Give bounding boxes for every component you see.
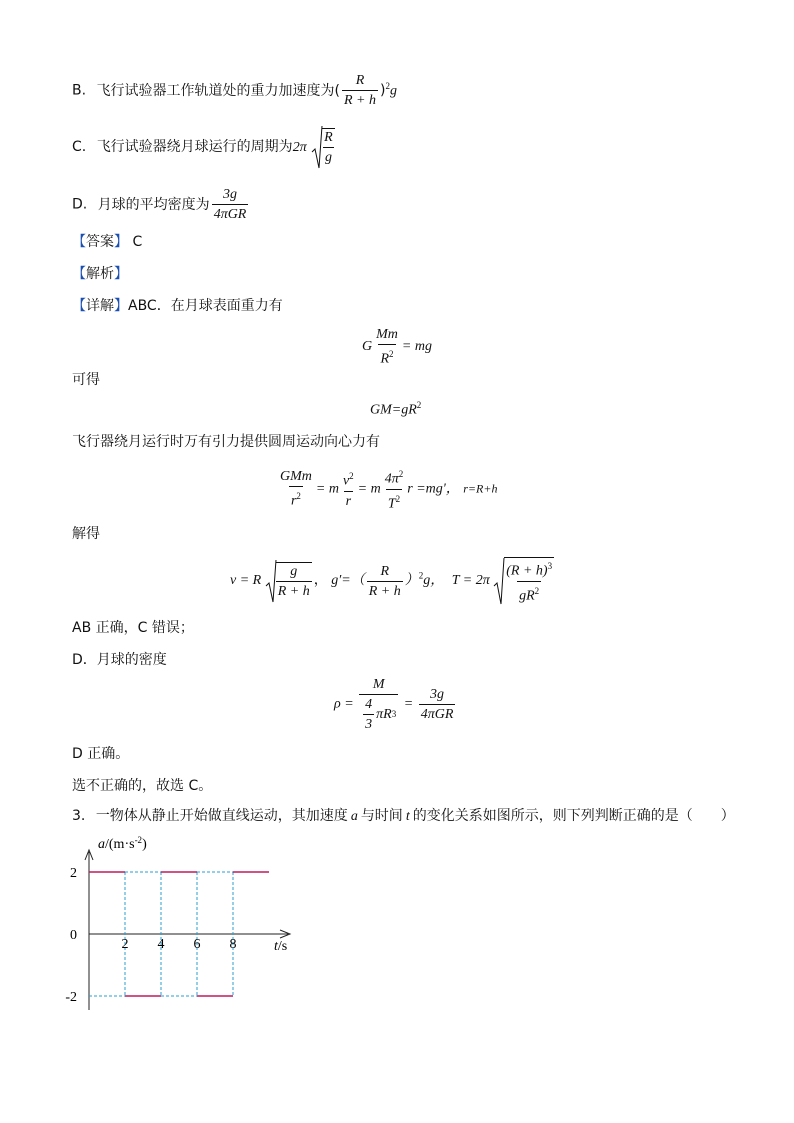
answer-value: C — [132, 234, 143, 250]
equation-density: ρ = M $\frac{4}{3}$ πR 3 = $\frac{3g}{\text{4πGR}}$ — [334, 677, 454, 732]
option-d — [72, 186, 250, 223]
option-c: C. 飞行试验器绕月球运行的周期为2π $\frac{R}{g}$ — [72, 124, 337, 170]
equation-centripetal: $\frac{\text{GMm}}{r^2}$ = m $\frac{v^2}{r}$ = m $\frac{4\pi^2}{T^2}$ r =mg'， r=R+h — [280, 469, 498, 512]
detail-text: ABC．在月球表面重力有 — [128, 298, 283, 314]
ab-correct-text: AB 正确，C 错误； — [72, 620, 194, 636]
y-axis-label — [98, 835, 147, 852]
x-tick-label: 2 — [121, 937, 129, 952]
conclusion-text: 选不正确的，故选 C。 — [72, 778, 213, 794]
option-b-label: B. — [72, 82, 87, 99]
equation-gravity: G $\frac{Mm}{R^2}$ = mg — [362, 327, 432, 367]
acceleration-time-graph — [60, 830, 320, 1020]
option-c-label: C. — [72, 139, 87, 155]
equation-results: v = R $\frac{g}{R + h}$ ， g′=（ $\frac{R}{R + h}$ ）$^2$g， T = 2π $\frac{(R + h)^3}{gR^2}$ — [230, 556, 556, 606]
y-tick-label: 0 — [70, 928, 77, 943]
option-d-fraction: $\frac{3g}{\text{4πGR}}$ — [213, 187, 247, 222]
option-b-fraction: $\frac{R}{R + h}$ — [343, 73, 376, 108]
y-axis-label-rest: /(m·s — [105, 837, 135, 852]
option-b: B. 飞行试验器工作轨道处的重力加速度为( $\frac{R}{R + h}$ )$^2$g — [72, 73, 397, 108]
orbit-text: 飞行器绕月运行时万有引力提供圆周运动向心力有 — [72, 434, 380, 450]
option-c-radical: $\frac{R}{g}$ — [311, 124, 337, 170]
y-axis-label-close: ) — [142, 837, 147, 852]
answer-line: 【答案】 C — [72, 234, 143, 250]
y-tick-label: 2 — [70, 866, 77, 881]
answer-label: 答案 — [86, 234, 114, 250]
detail-line: 【详解】ABC．在月球表面重力有 — [72, 298, 283, 314]
y-axis-label-a: a — [98, 837, 105, 852]
x-tick-label: 6 — [193, 937, 201, 952]
option-d-text: 月球的平均密度为 — [97, 196, 210, 213]
option-d-label: D. — [72, 196, 88, 213]
option-b-text: 飞行试验器工作轨道处的重力加速度为( — [96, 82, 340, 99]
d-density-text: D．月球的密度 — [72, 652, 167, 668]
question-3: 3. 一物体从静止开始做直线运动，其加速度 a 与时间 t 的变化关系如图所示，则下列判断正确的是（ ） — [72, 808, 735, 824]
solve-text: 解得 — [72, 526, 100, 542]
hence-text: 可得 — [72, 372, 100, 388]
x-tick-label: 4 — [157, 937, 165, 952]
equation-gm: $GM=gR^2$ — [370, 400, 422, 418]
x-tick-label: 8 — [229, 937, 237, 952]
x-axis-label: t/s — [274, 939, 288, 954]
option-c-text: 飞行试验器绕月球运行的周期为 — [96, 139, 293, 155]
analysis-heading: 【解析】 — [72, 266, 128, 282]
y-axis-label-exp: -2 — [134, 835, 143, 845]
y-tick-label: -2 — [65, 990, 77, 1005]
d-correct-text: D 正确。 — [72, 746, 130, 762]
